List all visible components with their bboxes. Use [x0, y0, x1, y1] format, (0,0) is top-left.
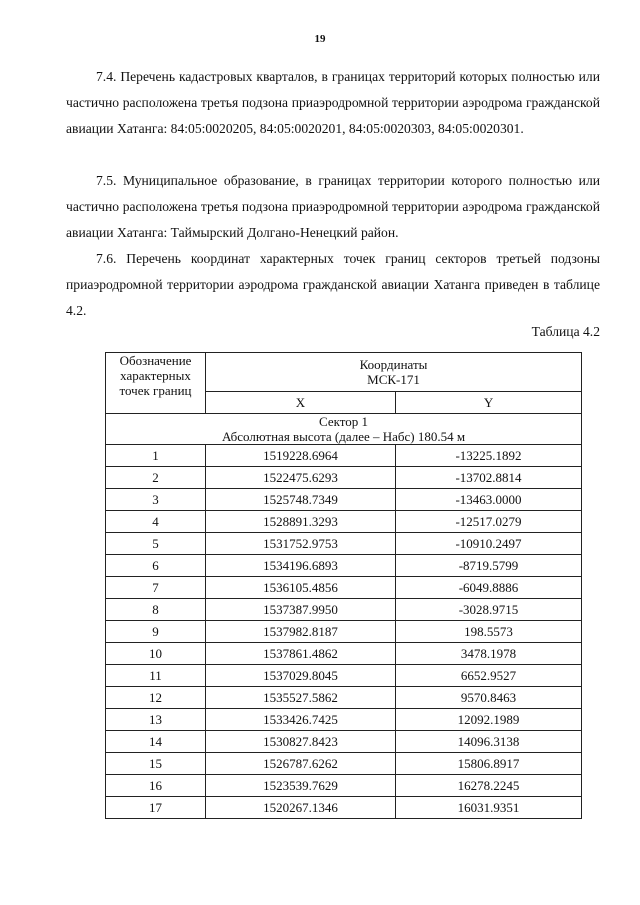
header-y: Y: [396, 392, 582, 414]
sector-row: [106, 414, 582, 445]
coord-y: -8719.5799: [396, 555, 582, 577]
table-row: [106, 555, 582, 577]
table-row: [106, 577, 582, 599]
table-row: [106, 797, 582, 819]
coord-y: 198.5573: [396, 621, 582, 643]
header-coordinates-line1: Координаты: [359, 357, 428, 372]
table-row: [106, 643, 582, 665]
table-row: [106, 621, 582, 643]
table-row: [106, 467, 582, 489]
coordinates-table: [105, 352, 582, 819]
table-row: [106, 533, 582, 555]
coord-y: 16031.9351: [396, 797, 582, 819]
table-row: [106, 599, 582, 621]
page-number: 19: [314, 33, 326, 45]
sector-title: Сектор 1: [319, 414, 369, 429]
coord-x: 1537387.9950: [206, 599, 396, 621]
coord-y: 14096.3138: [396, 731, 582, 753]
table-row: [106, 445, 582, 467]
header-coordinates-line2: МСК-171: [367, 372, 420, 387]
coord-x: 1519228.6964: [206, 445, 396, 467]
coord-x: 1528891.3293: [206, 511, 396, 533]
sector-cell: [106, 414, 582, 445]
coord-x: 1537982.8187: [206, 621, 396, 643]
point-number: 3: [106, 489, 206, 511]
coord-y: -10910.2497: [396, 533, 582, 555]
point-number: 7: [106, 577, 206, 599]
coord-y: -12517.0279: [396, 511, 582, 533]
paragraph-7-5: 7.5. Муниципальное образование, в границах территории которого полностью или частично расположена третья подзона приаэродромной территории аэродрома гражданской авиации Хатанга: Таймырский Долгано-Ненецкий район.: [66, 173, 600, 240]
point-number: 15: [106, 753, 206, 775]
header-points: Обозначение характерных точек границ: [106, 353, 206, 414]
point-number: 10: [106, 643, 206, 665]
point-number: 2: [106, 467, 206, 489]
coord-y: -13225.1892: [396, 445, 582, 467]
header-coordinates: [206, 353, 582, 392]
coord-x: 1533426.7425: [206, 709, 396, 731]
paragraph-7-4: 7.4. Перечень кадастровых кварталов, в границах территорий которых полностью или частично расположена третья подзона приаэродромной территории аэродрома гражданской авиации Хатанга: 84:05:0020205, 84:05:0020201, 84:05:0020303, 84:05:0020301.: [66, 69, 600, 136]
coord-x: 1520267.1346: [206, 797, 396, 819]
coord-y: -3028.9715: [396, 599, 582, 621]
coord-x: 1534196.6893: [206, 555, 396, 577]
coord-x: 1536105.4856: [206, 577, 396, 599]
coord-x: 1535527.5862: [206, 687, 396, 709]
coord-y: 3478.1978: [396, 643, 582, 665]
coord-y: 16278.2245: [396, 775, 582, 797]
coord-x: 1530827.8423: [206, 731, 396, 753]
coord-y: 12092.1989: [396, 709, 582, 731]
point-number: 1: [106, 445, 206, 467]
point-number: 17: [106, 797, 206, 819]
point-number: 6: [106, 555, 206, 577]
table-row: [106, 489, 582, 511]
coord-x: 1537029.8045: [206, 665, 396, 687]
table-row: [106, 687, 582, 709]
point-number: 12: [106, 687, 206, 709]
header-x: X: [206, 392, 396, 414]
coord-y: 15806.8917: [396, 753, 582, 775]
coord-x: 1525748.7349: [206, 489, 396, 511]
coord-x: 1526787.6262: [206, 753, 396, 775]
table-row: [106, 753, 582, 775]
point-number: 11: [106, 665, 206, 687]
point-number: 13: [106, 709, 206, 731]
table-row: [106, 731, 582, 753]
table-row: [106, 665, 582, 687]
point-number: 4: [106, 511, 206, 533]
coord-y: -6049.8886: [396, 577, 582, 599]
point-number: 5: [106, 533, 206, 555]
coord-x: 1537861.4862: [206, 643, 396, 665]
point-number: 9: [106, 621, 206, 643]
paragraph-7-6: 7.6. Перечень координат характерных точек границ секторов третьей подзоны приаэродромной территории аэродрома гражданской авиации Хатанга приведен в таблице 4.2.: [66, 251, 600, 318]
sector-altitude: Абсолютная высота (далее – Набс) 180.54 м: [221, 429, 466, 444]
table-header-row: [106, 353, 582, 392]
point-number: 16: [106, 775, 206, 797]
point-number: 14: [106, 731, 206, 753]
coord-y: -13702.8814: [396, 467, 582, 489]
table-row: [106, 709, 582, 731]
point-number: 8: [106, 599, 206, 621]
coord-x: 1522475.6293: [206, 467, 396, 489]
coord-y: 9570.8463: [396, 687, 582, 709]
coord-x: 1531752.9753: [206, 533, 396, 555]
coord-y: -13463.0000: [396, 489, 582, 511]
coord-x: 1523539.7629: [206, 775, 396, 797]
table-row: [106, 511, 582, 533]
table-row: [106, 775, 582, 797]
coord-y: 6652.9527: [396, 665, 582, 687]
table-caption: Таблица 4.2: [531, 324, 600, 339]
